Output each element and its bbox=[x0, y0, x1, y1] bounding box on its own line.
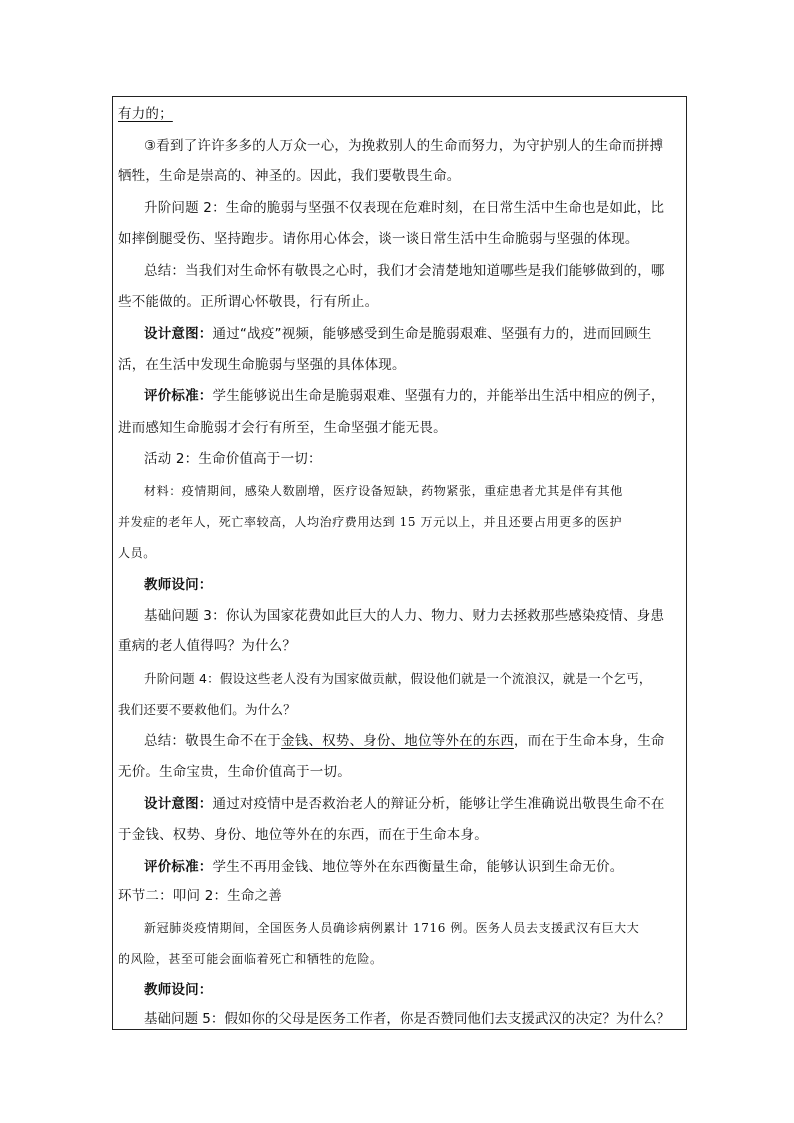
design-intent-text: 通过“战疫”视频，能够感受到生命是脆弱艰难、坚强有力的，进而回顾生 bbox=[212, 326, 652, 342]
evaluation-line bbox=[144, 386, 704, 406]
evaluation-label: 评价标准： bbox=[144, 859, 213, 875]
text-line: 进而感知生命脆弱才会行有所至，生命坚强才能无畏。 bbox=[118, 420, 447, 436]
text-line: 于金钱、权势、身份、地位等外在的东西，而在于生命本身。 bbox=[118, 827, 488, 843]
text-line: 升阶问题 4：假设这些老人没有为国家做贡献，假设他们就是一个流浪汉，就是一个乞丐， bbox=[144, 671, 652, 686]
design-intent-line bbox=[144, 324, 704, 344]
material-line: 新冠肺炎疫情期间，全国医务人员确诊病例累计 1716 例。医务人员去支援武汉有巨大大 bbox=[144, 921, 640, 935]
design-intent-text: 通过对疫情中是否救治老人的辩证分析，能够让学生准确说出敬畏生命不在 bbox=[212, 796, 665, 812]
text-line: 总结：当我们对生命怀有敬畏之心时，我们才会清楚地知道哪些是我们能够做到的，哪 bbox=[144, 263, 665, 279]
text-line: 我们还要不要救他们。为什么？ bbox=[118, 702, 296, 717]
summary-text-b: ，而在于生命本身，生命 bbox=[513, 733, 665, 749]
teacher-question-heading: 教师设问： bbox=[144, 577, 213, 593]
text-line: 升阶问题 2：生命的脆弱与坚强不仅表现在危难时刻，在日常生活中生命也是如此，比 bbox=[144, 200, 665, 216]
text-line: 活，在生活中发现生命脆弱与坚强的具体体现。 bbox=[118, 357, 406, 373]
evaluation-text: 学生不再用金钱、地位等外在东西衡量生命，能够认识到生命无价。 bbox=[212, 859, 624, 875]
activity-heading: 活动 2：生命价值高于一切： bbox=[144, 451, 322, 467]
summary-line bbox=[144, 731, 704, 751]
summary-text-a: 总结：敬畏生命不在于 bbox=[144, 733, 281, 749]
section-heading: 环节二：叩问 2：生命之善 bbox=[118, 888, 282, 904]
text-line: ③看到了许许多多的人万众一心，为挽救别人的生命而努力，为守护别人的生命而拼搏 bbox=[144, 138, 664, 154]
material-line: 的风险，甚至可能会面临着死亡和牺牲的危险。 bbox=[118, 952, 383, 966]
evaluation-label: 评价标准： bbox=[144, 388, 213, 404]
text-line: 有力的； bbox=[118, 106, 173, 122]
evaluation-text: 学生能够说出生命是脆弱艰难、坚强有力的，并能举出生活中相应的例子， bbox=[212, 388, 665, 404]
design-intent-label: 设计意图： bbox=[144, 326, 213, 342]
text-line: 重病的老人值得吗？为什么？ bbox=[118, 638, 297, 654]
text-line: 如摔倒腿受伤、坚持跑步。请你用心体会，谈一谈日常生活中生命脆弱与坚强的体现。 bbox=[118, 231, 639, 247]
summary-underlined: 金钱、权势、身份、地位等外在的东西 bbox=[281, 733, 514, 749]
evaluation-line bbox=[144, 857, 704, 877]
text-line: 牺牲，生命是崇高的、神圣的。因此，我们要敬畏生命。 bbox=[118, 168, 461, 184]
text-line: 些不能做的。正所谓心怀敬畏，行有所止。 bbox=[118, 294, 379, 310]
design-intent-label: 设计意图： bbox=[144, 796, 213, 812]
teacher-question-heading: 教师设问： bbox=[144, 982, 213, 998]
text-line: 基础问题 3：你认为国家花费如此巨大的人力、物力、财力去拯救那些感染疫情、身患 bbox=[144, 608, 665, 624]
text-line: 无价。生命宝贵，生命价值高于一切。 bbox=[118, 764, 351, 780]
material-line: 材料：疫情期间，感染人数剧增，医疗设备短缺，药物紧张，重症患者尤其是伴有其他 bbox=[144, 484, 623, 498]
text-line: 基础问题 5：假如你的父母是医务工作者，你是否赞同他们去支援武汉的决定？为什么？ bbox=[144, 1011, 670, 1027]
material-line: 并发症的老年人，死亡率较高，人均治疗费用达到 15 万元以上，并且还要占用更多的医护 bbox=[118, 515, 623, 529]
material-line: 人员。 bbox=[118, 546, 156, 560]
design-intent-line bbox=[144, 794, 704, 814]
